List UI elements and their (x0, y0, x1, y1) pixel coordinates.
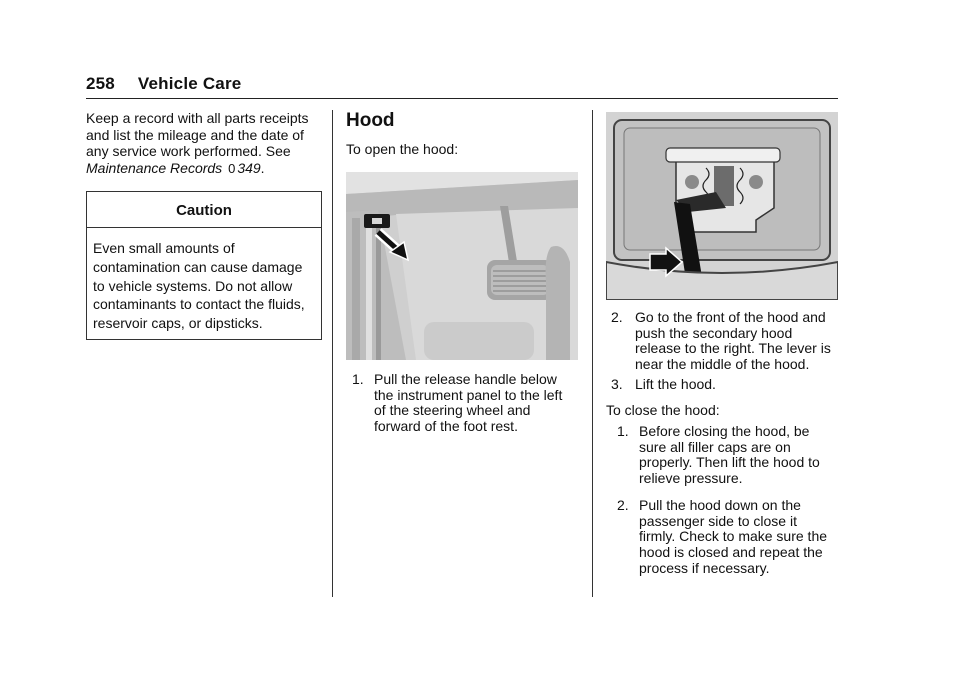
open-step-3 (611, 377, 837, 393)
hood-heading: Hood (346, 110, 395, 131)
page-ref-arrow-icon: 0 (228, 160, 236, 176)
secondary-release-illustration (606, 112, 838, 300)
maintenance-records-link[interactable]: Maintenance Records (86, 159, 223, 176)
close-step-2 (617, 498, 837, 577)
intro-text: Keep a record with all parts receipts and list the mileage and the date of any service work performed. See (86, 110, 309, 160)
column-divider-1 (332, 110, 333, 597)
intro-paragraph (86, 110, 322, 177)
open-step-1-text: Pull the release handle below the instrument panel to the left of the steering wheel and forward of the foot rest. (374, 371, 563, 435)
open-step-3-number: 3. (611, 376, 623, 392)
column-divider-2 (592, 110, 593, 597)
open-step-2 (611, 310, 837, 373)
close-intro: To close the hood: (606, 402, 720, 418)
page-header (86, 74, 241, 94)
page-ref-period: . (260, 159, 265, 176)
open-intro: To open the hood: (346, 141, 459, 157)
open-step-3-text: Lift the hood. (635, 376, 716, 392)
close-step-1-text: Before closing the hood, be sure all filler caps are on properly. Then lift the hood to relieve pressure. (639, 423, 820, 487)
left-column (86, 110, 322, 340)
hood-column (346, 110, 578, 158)
open-step-1-number: 1. (352, 371, 364, 387)
caution-title: Caution (87, 192, 321, 228)
close-step-1-number: 1. (617, 423, 629, 439)
close-step-2-number: 2. (617, 497, 629, 513)
release-handle-illustration (346, 172, 578, 360)
caution-box (86, 191, 322, 340)
open-step-2-text: Go to the front of the hood and push the secondary hood release to the right. The lever is near the middle of the hood. (635, 309, 831, 373)
section-title: Vehicle Care (137, 74, 242, 93)
caution-body: Even small amounts of contamination can cause damage to vehicle systems. Do not allow contaminants to contact the fluids, reservoir caps, or dipsticks. (93, 240, 305, 331)
page-ref-number[interactable]: 349 (237, 159, 261, 176)
open-step-1 (352, 372, 576, 435)
close-step-2-text: Pull the hood down on the passenger side to close it firmly. Check to make sure the hood is closed and repeat the process if necessary. (639, 497, 828, 576)
page-number: 258 (86, 74, 115, 93)
header-rule (86, 98, 838, 99)
close-step-1 (617, 424, 837, 487)
open-step-2-number: 2. (611, 309, 623, 325)
